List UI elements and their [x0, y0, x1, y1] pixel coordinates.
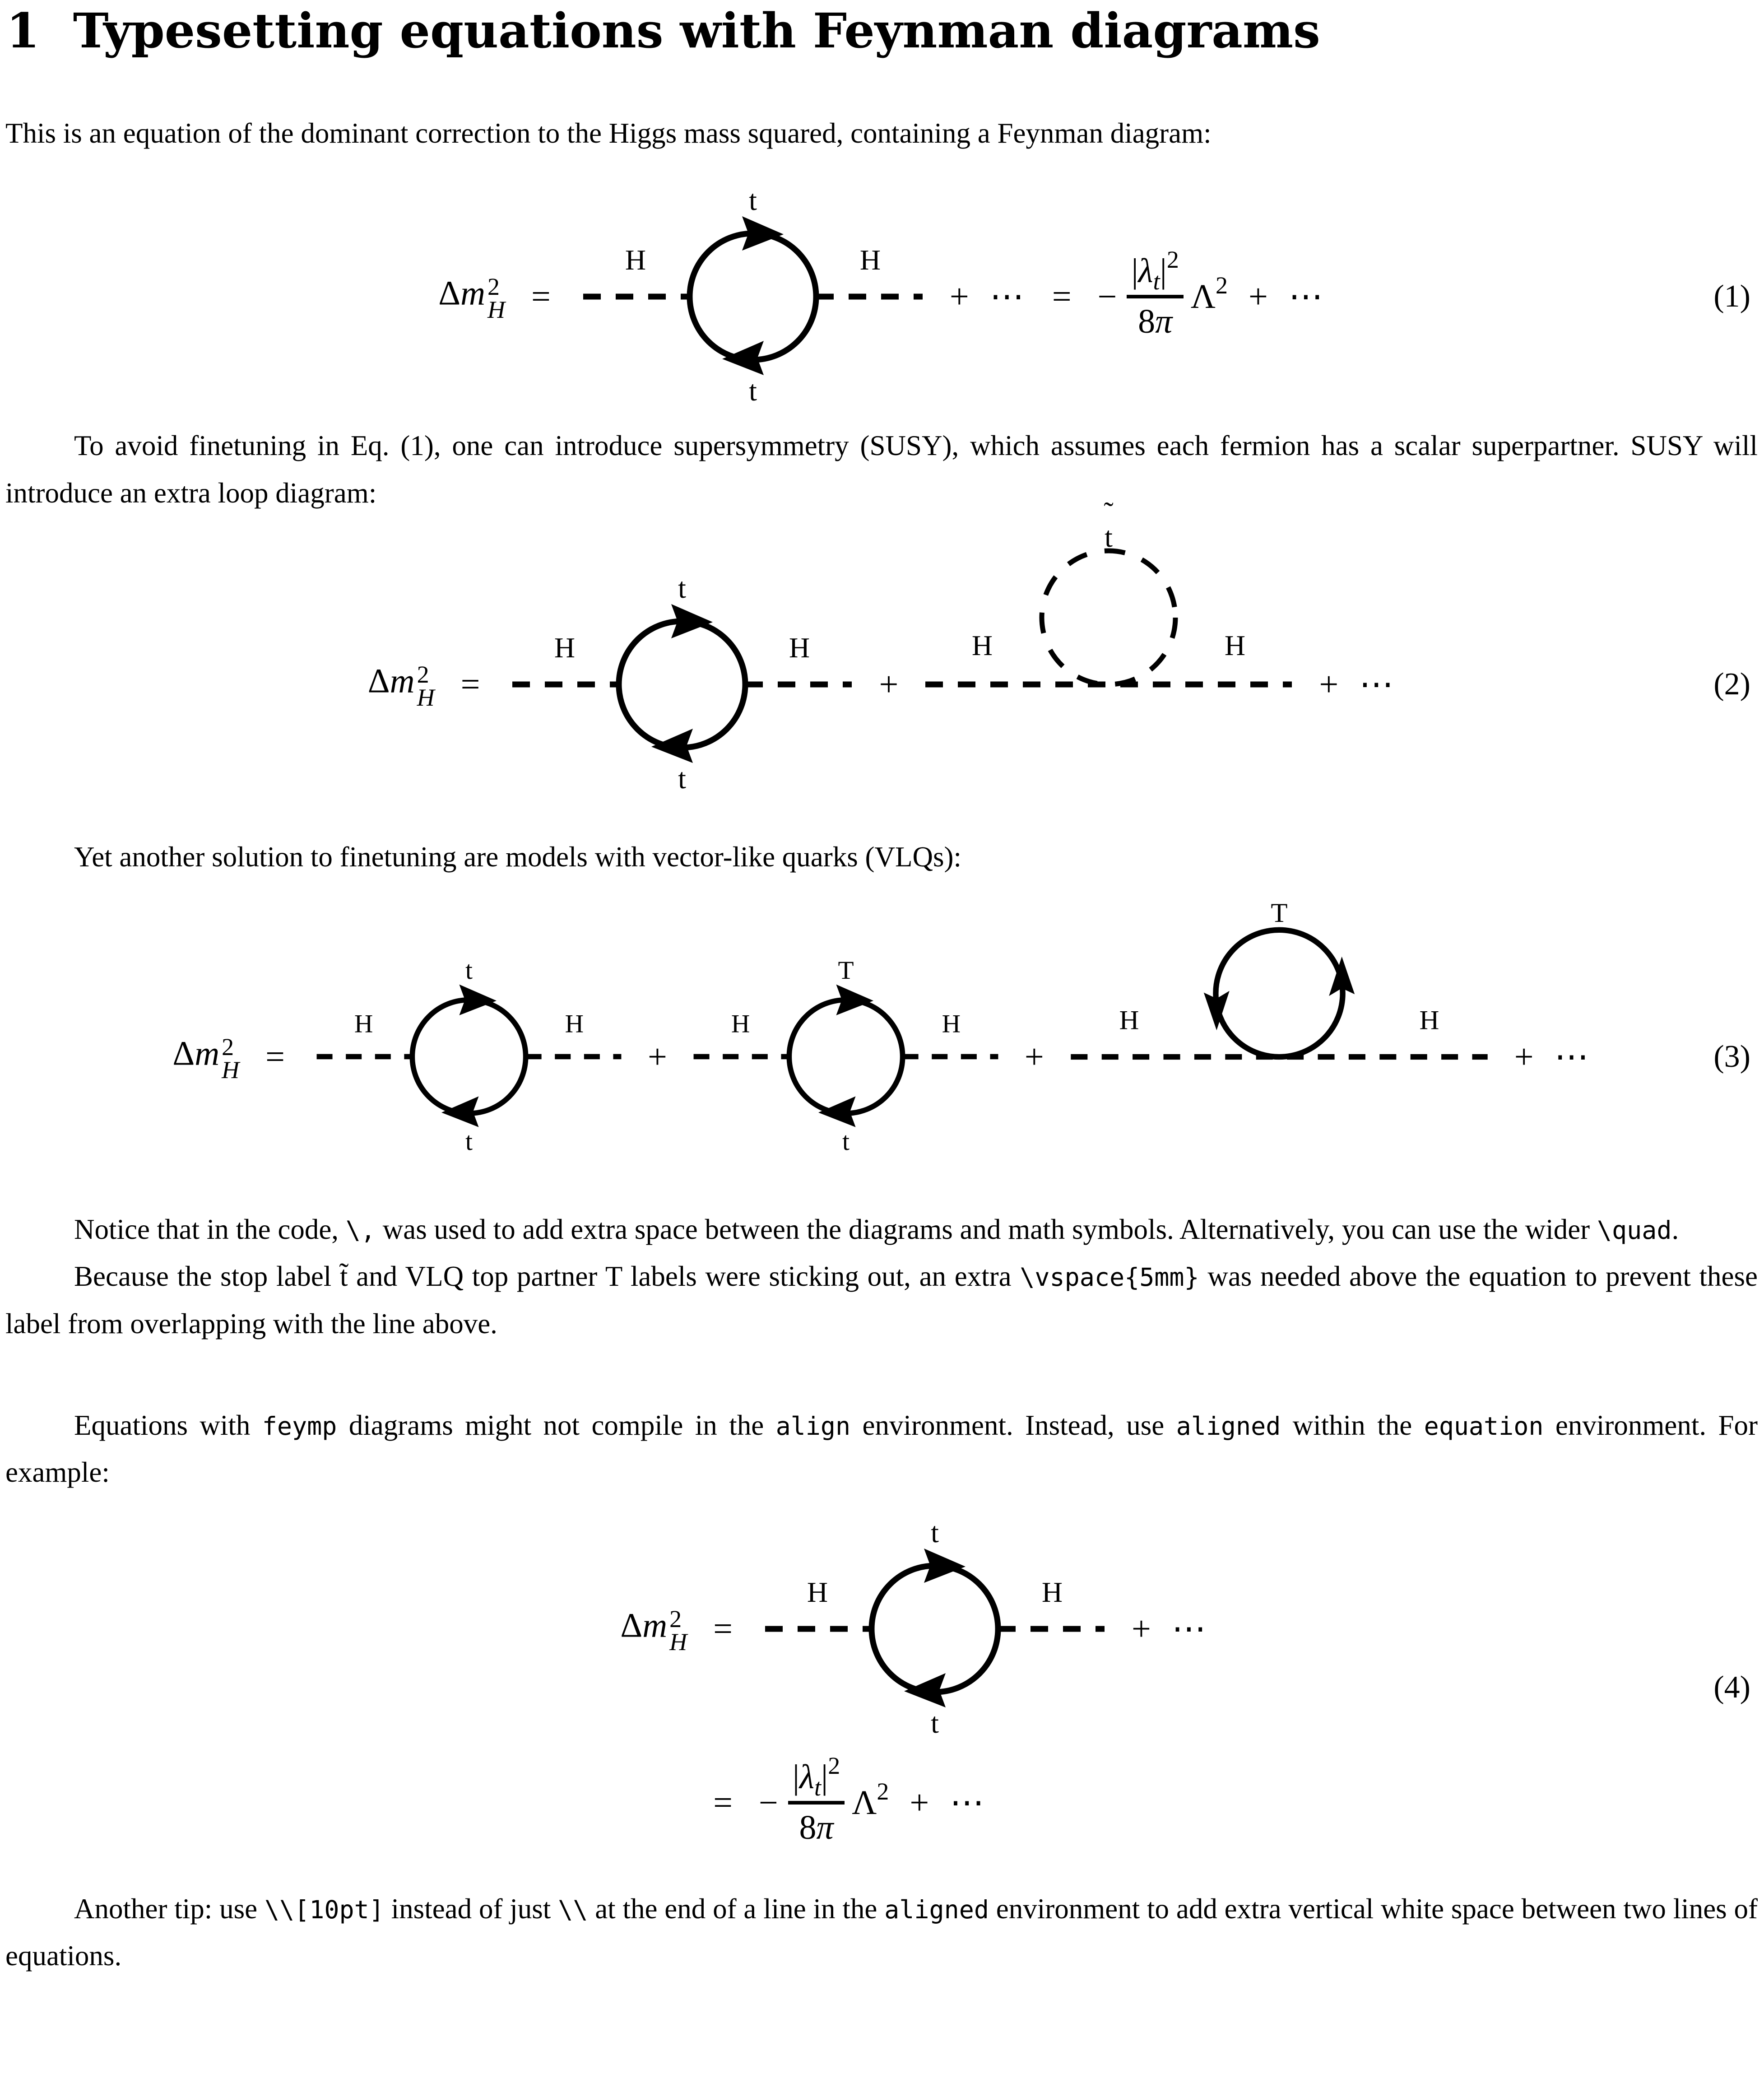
fermion-loop-graphic: [311, 931, 627, 1158]
lambda-fraction: $\frac{|\lambda_t|^2}{8\pi}$: [788, 1759, 845, 1846]
paragraph-intro: This is an equation of the dominant correction to the Higgs mass squared, containing a Feynman diagram:: [5, 117, 1212, 149]
latex-code: \\[10pt]: [264, 1895, 384, 1924]
equation-4: [5, 1516, 1758, 1859]
plus-sign: +: [1319, 665, 1339, 704]
section-heading: [6, 2, 1758, 59]
lambda-cutoff-squared: $\Lambda^2$: [852, 1777, 889, 1822]
equals-sign: =: [713, 1783, 733, 1822]
feynman-stop-loop-diagram: [919, 496, 1298, 797]
dots: ⋯: [950, 1783, 986, 1822]
paragraph-spacing-tip: Notice that in the code, \, was used to add extra space between the diagrams and math symbols. Alternatively, you can use the wider \quad.: [74, 1213, 1679, 1245]
label-higgs-right: H: [789, 632, 810, 664]
latex-code: \quad: [1597, 1215, 1672, 1245]
dots: ⋯: [1554, 1037, 1591, 1076]
stop-squark-loop: [1042, 551, 1175, 684]
paragraph-aligned-tip: Equations with feymp diagrams might not compile in the align environment. Instead, use aligned within the equation environment. For example:: [5, 1409, 1758, 1488]
equation-3: [5, 898, 1758, 1170]
vlq-tadpole-graphic: [1065, 834, 1494, 1100]
equation-4-line-2: [555, 1746, 1208, 1859]
section-number: 1: [6, 2, 40, 59]
plus-sign: +: [648, 1037, 667, 1076]
feynman-loop-diagram-vlq: [688, 944, 1004, 1170]
fermion-loop: [872, 1566, 998, 1692]
plus-sign: +: [879, 665, 899, 704]
plus-sign: +: [949, 278, 969, 316]
lambda-cutoff-squared: $\Lambda^2$: [1190, 272, 1228, 316]
latex-code: feymp: [262, 1411, 337, 1441]
equation-2: [5, 496, 1758, 797]
plus-sign: +: [1514, 1037, 1534, 1076]
latex-code: aligned: [884, 1895, 989, 1924]
dots: ⋯: [1359, 665, 1396, 704]
latex-code: align: [775, 1411, 851, 1441]
label-higgs-left: H: [554, 632, 576, 664]
equation-1: [5, 184, 1758, 409]
label-top-quark-lower: t: [748, 375, 757, 407]
latex-code: \,: [345, 1215, 376, 1245]
label-stop-tilde-accent: ˜: [1104, 496, 1114, 529]
aligned-block: [555, 1516, 1208, 1859]
label-higgs-right: H: [859, 244, 881, 276]
minus-sign: −: [1097, 278, 1117, 316]
label-higgs-left: H: [731, 1009, 750, 1038]
equals-sign: =: [531, 278, 551, 316]
fermion-loop-graphic: [759, 1489, 1111, 1742]
section-title: Typesetting equations with Feynman diagrams: [73, 2, 1320, 59]
fermion-loop: [412, 1000, 525, 1113]
delta-m-squared: Δm 2 H: [620, 1605, 687, 1656]
label-higgs-left: H: [1119, 1005, 1139, 1036]
label-top-quark-lower: t: [465, 1127, 473, 1156]
equation-4-line-1: [555, 1516, 1208, 1742]
label-higgs-right: H: [942, 1009, 961, 1038]
label-top-quark-upper: t: [678, 572, 687, 605]
latex-code: aligned: [1176, 1411, 1281, 1441]
dots: ⋯: [1288, 278, 1325, 316]
label-top-quark-upper: t: [465, 956, 473, 985]
feynman-loop-diagram-eq1: [577, 184, 929, 409]
equals-sign: =: [713, 1609, 733, 1648]
label-higgs-right: H: [1419, 1005, 1439, 1036]
dots: ⋯: [1171, 1609, 1208, 1648]
equation-number-1: (1): [1713, 279, 1750, 314]
label-higgs-left: H: [972, 629, 993, 662]
label-top-quark-lower: t: [931, 1707, 939, 1739]
latex-code: \\: [558, 1895, 588, 1924]
label-top-quark-lower: t: [678, 763, 687, 795]
fermion-loop-graphic: [506, 544, 858, 797]
paragraph-vlq: Yet another solution to finetuning are models with vector-like quarks (VLQs):: [74, 841, 961, 873]
fermion-loop: [789, 1000, 902, 1113]
equals-sign: =: [265, 1037, 285, 1076]
paragraph-linebreak-tip: Another tip: use \\[10pt] instead of just \\ at the end of a line in the aligned environment to add extra vertical white space between two lines of equations.: [5, 1893, 1758, 1972]
label-vlq-top-partner: T: [1271, 898, 1288, 928]
label-top-quark-lower: t: [842, 1127, 850, 1156]
fermion-loop: [690, 233, 816, 360]
equals-sign: =: [1052, 278, 1072, 316]
plus-sign: +: [1024, 1037, 1044, 1076]
delta-m-squared: Δm 2 H: [172, 1033, 240, 1084]
label-stop-squark: t: [1105, 521, 1113, 553]
label-vlq-top-partner-upper: T: [838, 956, 854, 985]
equation-number-3: (3): [1713, 1039, 1750, 1074]
latex-code: \vspace{5mm}: [1020, 1263, 1199, 1292]
fermion-loop-graphic: [577, 157, 929, 409]
feynman-loop-diagram-eq4: [759, 1516, 1111, 1742]
paragraph-vspace-tip: Because the stop label t̃ and VLQ top partner T labels were sticking out, an extra \vspace{5mm} was needed above the equation to prevent these label from overlapping with the line above.: [5, 1260, 1758, 1340]
paragraph-susy: To avoid finetuning in Eq. (1), one can introduce supersymmetry (SUSY), which assumes each fermion has a scalar superpartner. SUSY will introduce an extra loop diagram:: [5, 430, 1758, 509]
feynman-loop-diagram-top: [311, 944, 627, 1170]
equation-number-4: (4): [1713, 1670, 1750, 1705]
scalar-stop-loop-graphic: [919, 450, 1298, 730]
label-top-quark-upper: t: [931, 1516, 939, 1549]
latex-code: equation: [1424, 1411, 1544, 1441]
equation-number-2: (2): [1713, 667, 1750, 702]
dots: ⋯: [989, 278, 1026, 316]
label-higgs-right: H: [1225, 629, 1246, 662]
plus-sign: +: [910, 1783, 929, 1822]
label-top-quark-upper: t: [748, 184, 757, 217]
stop-label-inline: t̃: [339, 1260, 348, 1293]
feynman-tadpole-diagram: [1065, 898, 1494, 1170]
vlq-loop: [1216, 930, 1342, 1057]
feynman-loop-diagram-eq2: [506, 572, 858, 797]
fermion-loop-graphic: [688, 931, 1004, 1158]
label-higgs-right: H: [565, 1009, 584, 1038]
delta-m-squared: Δm 2 H: [367, 661, 435, 712]
lambda-fraction: $\frac{|\lambda_t|^2}{8\pi}$: [1127, 253, 1183, 340]
label-higgs-left: H: [807, 1576, 828, 1608]
delta-m-squared: Δm 2 H: [438, 273, 505, 324]
fermion-loop: [619, 621, 745, 748]
label-higgs-right: H: [1041, 1576, 1063, 1608]
label-higgs-left: H: [625, 244, 646, 276]
minus-sign: −: [759, 1783, 778, 1822]
plus-sign: +: [1132, 1609, 1151, 1648]
plus-sign: +: [1248, 278, 1268, 316]
equals-sign: =: [460, 665, 480, 704]
label-higgs-left: H: [354, 1009, 373, 1038]
